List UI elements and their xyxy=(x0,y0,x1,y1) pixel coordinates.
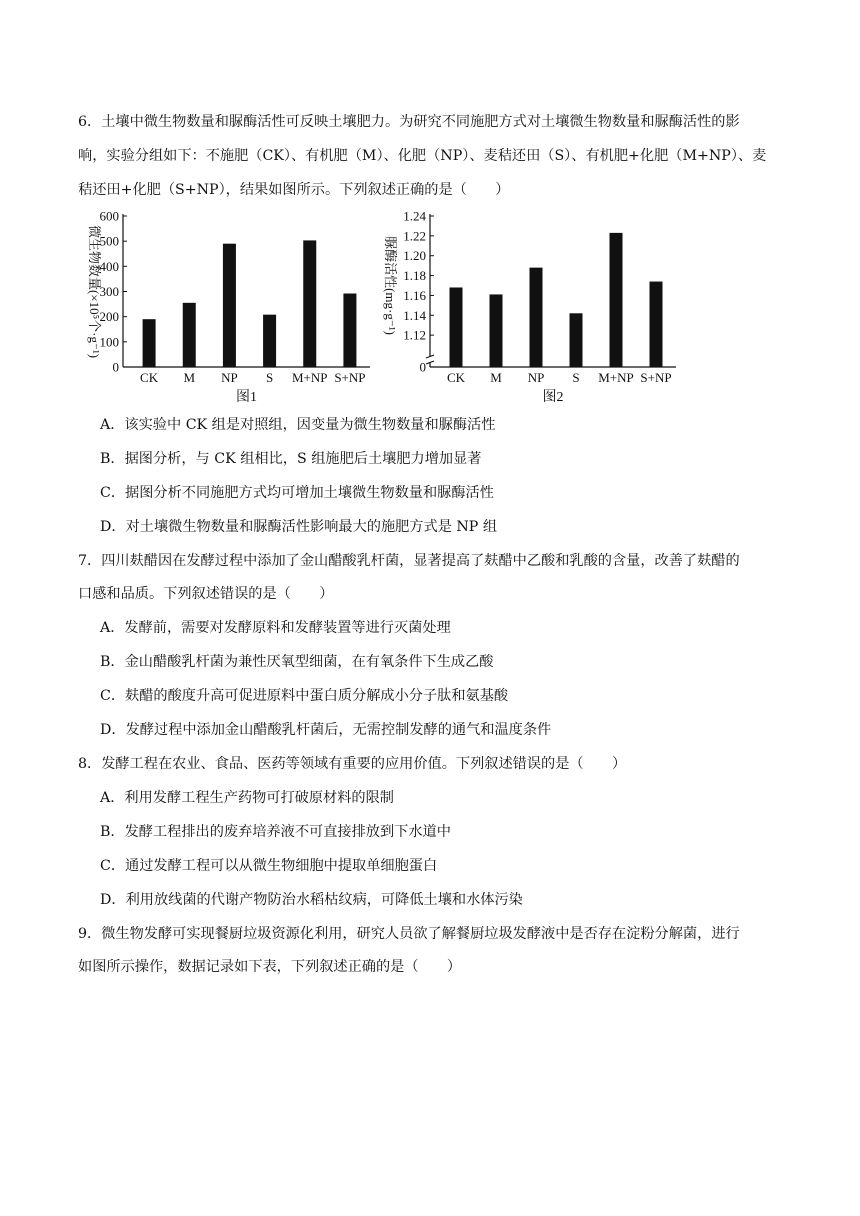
figure-1-caption: 图1 xyxy=(236,390,257,405)
y-tick-label: 0 xyxy=(112,359,119,375)
bar-m-plus-np xyxy=(303,240,316,367)
q7-stem-line-2: 口感和品质。下列叙述错误的是（ ） xyxy=(78,586,334,602)
q6-stem-line-3: 秸还田+化肥（S+NP），结果如图所示。下列叙述正确的是（ ） xyxy=(78,182,510,198)
q7-option-d[interactable]: D．发酵过程中添加金山醋酸乳杆菌后，无需控制发酵的通气和温度条件 xyxy=(100,722,552,738)
bar-np xyxy=(530,268,543,367)
bar-s-plus-np xyxy=(343,294,356,367)
y-tick-label: 1.14 xyxy=(403,307,426,323)
x-tick-label-ck: CK xyxy=(140,370,159,385)
y-tick-label: 100 xyxy=(99,334,119,350)
x-tick-label-m: M xyxy=(183,370,196,385)
x-tick-label-m-plus-np: M+NP xyxy=(598,370,634,385)
q6-option-c[interactable]: C．据图分析不同施肥方式均可增加土壤微生物数量和脲酶活性 xyxy=(100,485,494,501)
q7-option-c[interactable]: C．麸醋的酸度升高可促进原料中蛋白质分解成小分子肽和氨基酸 xyxy=(100,688,509,704)
q9-stem-line-1: 9．微生物发酵可实现餐厨垃圾资源化利用，研究人员欲了解餐厨垃圾发酵液中是否存在淀粉分解菌，进行 xyxy=(78,926,740,942)
q8-option-b[interactable]: B．发酵工程排出的废弃培养液不可直接排放到下水道中 xyxy=(100,824,451,840)
x-tick-label-m: M xyxy=(490,370,502,385)
bar-s xyxy=(263,315,276,367)
q7-option-b[interactable]: B．金山醋酸乳杆菌为兼性厌氧型细菌，在有氧条件下生成乙酸 xyxy=(100,654,494,670)
x-tick-label-np: NP xyxy=(221,370,238,385)
q8-option-d[interactable]: D．利用放线菌的代谢产物防治水稻枯纹病，可降低土壤和水体污染 xyxy=(100,892,523,908)
x-tick-label-s-plus-np: S+NP xyxy=(640,370,672,385)
y-axis-title: 微生物数量(×10⁵个·g⁻¹) xyxy=(87,224,102,359)
x-tick-label-s-plus-np: S+NP xyxy=(334,370,366,385)
figure-2-chart xyxy=(378,205,688,410)
q8-stem-line-1: 8．发酵工程在农业、食品、医药等领域有重要的应用价值。下列叙述错误的是（ ） xyxy=(78,756,627,772)
bar-s-plus-np xyxy=(650,282,663,367)
q6-stem-line-1: 6．土壤中微生物数量和脲酶活性可反映土壤肥力。为研究不同施肥方式对土壤微生物数量和脲酶活性的影 xyxy=(78,114,740,130)
x-tick-label-s: S xyxy=(572,370,580,385)
figure-2-caption: 图2 xyxy=(542,390,564,405)
q7-stem-line-1: 7．四川麸醋因在发酵过程中添加了金山醋酸乳杆菌，显著提高了麸醋中乙酸和乳酸的含量，改善了麸醋的 xyxy=(78,553,740,569)
x-tick-label-ck: CK xyxy=(446,370,466,385)
y-tick-label: 0 xyxy=(419,359,426,375)
y-tick-label: 200 xyxy=(99,309,119,325)
bar-s xyxy=(570,313,583,367)
y-tick-label: 1.12 xyxy=(403,327,426,343)
y-tick-label: 400 xyxy=(99,258,119,274)
x-tick-label-s: S xyxy=(265,370,274,385)
bar-m-plus-np xyxy=(610,233,623,367)
bar-np xyxy=(223,244,236,367)
x-tick-label-np: NP xyxy=(527,370,545,385)
x-tick-label-m-plus-np: M+NP xyxy=(291,370,328,385)
y-tick-label: 1.16 xyxy=(403,287,426,303)
y-tick-label: 1.24 xyxy=(403,208,426,224)
q6-option-b[interactable]: B．据图分析，与 CK 组相比，S 组施肥后土壤肥力增加显著 xyxy=(100,451,482,467)
y-tick-label: 600 xyxy=(99,208,119,224)
y-tick-label: 1.20 xyxy=(403,248,426,264)
axis-break-mark xyxy=(426,355,434,364)
q8-option-a[interactable]: A．利用发酵工程生产药物可打破原材料的限制 xyxy=(100,790,394,806)
bar-m xyxy=(183,303,196,367)
q8-option-c[interactable]: C．通过发酵工程可以从微生物细胞中提取单细胞蛋白 xyxy=(100,858,438,874)
y-tick-label: 1.22 xyxy=(403,228,426,244)
q6-option-d[interactable]: D．对土壤微生物数量和脲酶活性影响最大的施肥方式是 NP 组 xyxy=(100,519,498,535)
q9-stem-line-2: 如图所示操作，数据记录如下表，下列叙述正确的是（ ） xyxy=(78,959,462,975)
y-tick-label: 1.18 xyxy=(403,268,426,284)
y-axis-title: 脲酶活性(mg·g⁻¹) xyxy=(383,236,398,335)
q7-option-a[interactable]: A．发酵前，需要对发酵原料和发酵装置等进行灭菌处理 xyxy=(100,620,451,636)
q6-stem-line-2: 响，实验分组如下：不施肥（CK）、有机肥（M）、化肥（NP）、麦秸还田（S）、有机肥+化肥（M+NP）、麦 xyxy=(78,148,767,164)
y-tick-label: 300 xyxy=(99,284,119,299)
bar-ck xyxy=(450,287,463,367)
q6-option-a[interactable]: A．该实验中 CK 组是对照组，因变量为微生物数量和脲酶活性 xyxy=(100,417,496,433)
figure-1-chart xyxy=(78,205,378,410)
bar-m xyxy=(490,294,503,367)
y-tick-label: 500 xyxy=(99,233,119,249)
bar-ck xyxy=(143,319,156,367)
